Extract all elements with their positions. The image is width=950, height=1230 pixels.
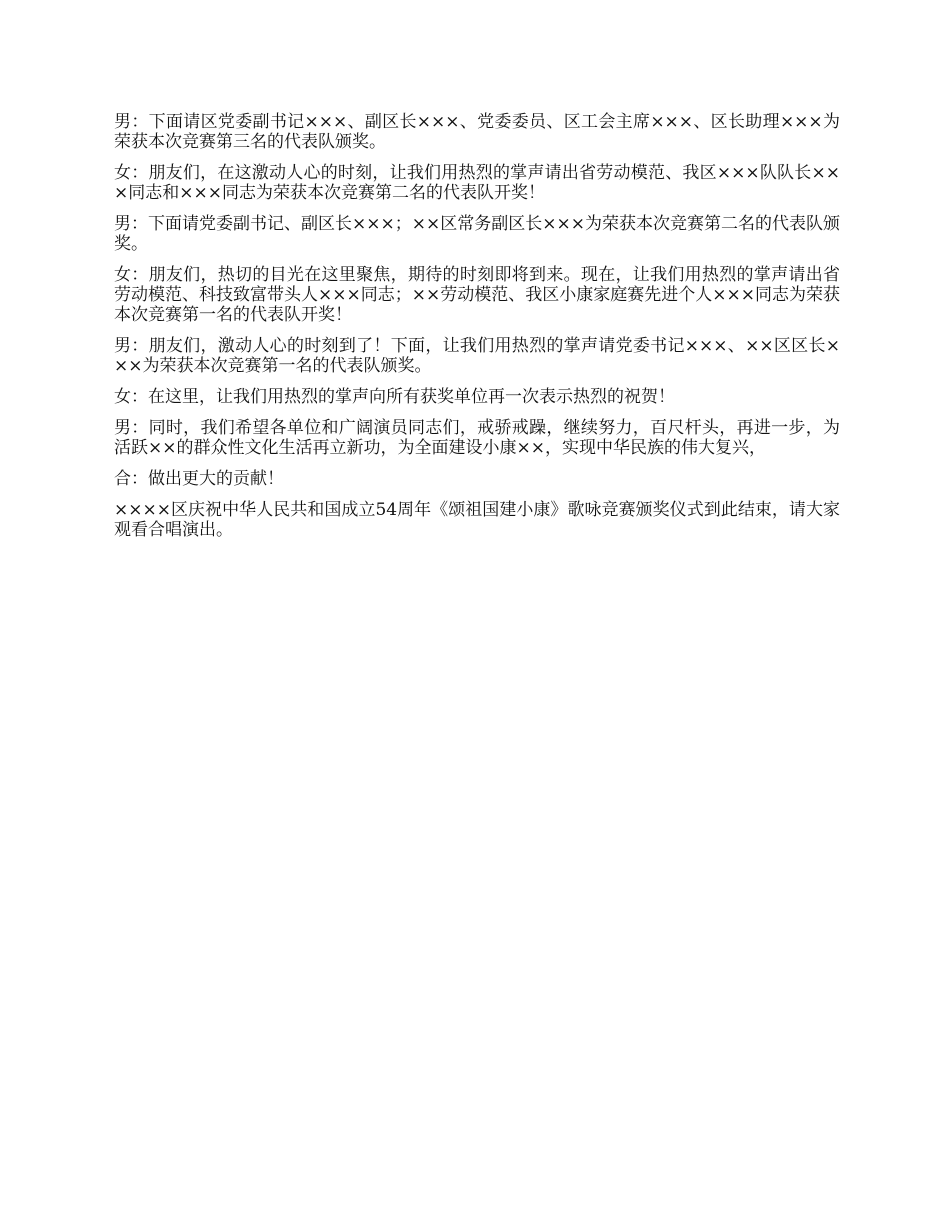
paragraph-4: 女：朋友们，热切的目光在这里聚焦，期待的时刻即将到来。现在，让我们用热烈的掌声请出省劳动模范、科技致富带头人×××同志；××劳动模范、我区小康家庭赛先进个人×××同志为荣获本次竞赛第一名的代表队开奖！: [114, 265, 840, 325]
paragraph-8: 合：做出更大的贡献！: [114, 469, 284, 489]
document-page: [114, 112, 840, 551]
paragraph-5: 男：朋友们，激动人心的时刻到了！下面，让我们用热烈的掌声请党委书记×××、××区区长×××为荣获本次竞赛第一名的代表队颁奖。: [114, 336, 840, 376]
paragraph-7: 男：同时，我们希望各单位和广阔演员同志们，戒骄戒躁，继续努力，百尺杆头，再进一步，为活跃××的群众性文化生活再立新功，为全面建设小康××，实现中华民族的伟大复兴，: [114, 418, 840, 458]
paragraph-3: 男：下面请党委副书记、副区长×××；××区常务副区长×××为荣获本次竞赛第二名的代表队颁奖。: [114, 214, 840, 254]
paragraph-1: 男：下面请区党委副书记×××、副区长×××、党委委员、区工会主席×××、区长助理×××为荣获本次竞赛第三名的代表队颁奖。: [114, 112, 840, 152]
paragraph-2: 女：朋友们，在这激动人心的时刻，让我们用热烈的掌声请出省劳动模范、我区×××队队长×××同志和×××同志为荣获本次竞赛第二名的代表队开奖！: [114, 163, 840, 203]
paragraph-9: ××××区庆祝中华人民共和国成立54周年《颂祖国建小康》歌咏竞赛颁奖仪式到此结束，请大家观看合唱演出。: [114, 500, 840, 540]
paragraph-6: 女：在这里，让我们用热烈的掌声向所有获奖单位再一次表示热烈的祝贺！: [114, 387, 675, 407]
